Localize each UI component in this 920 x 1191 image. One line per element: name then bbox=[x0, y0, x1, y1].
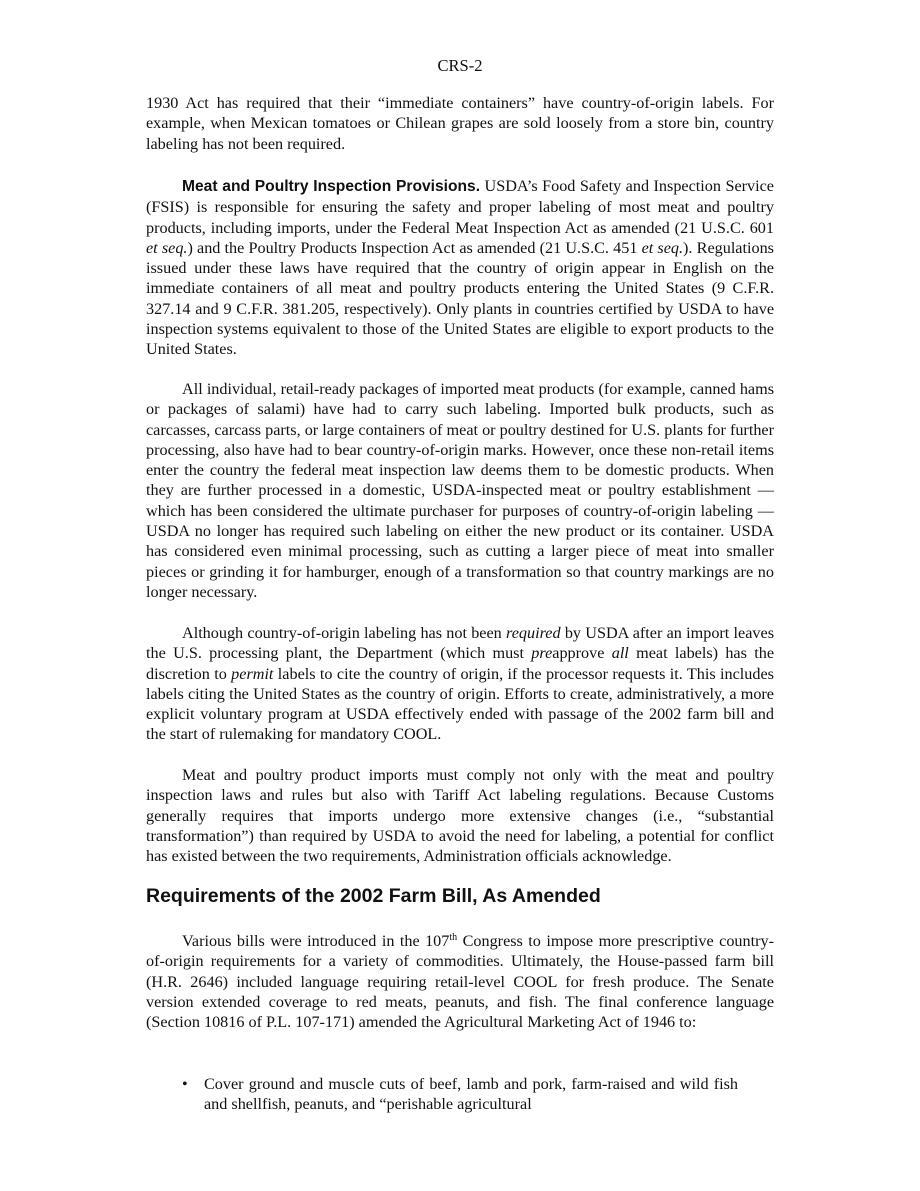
bullet-item bbox=[182, 1074, 738, 1115]
paragraph-inspection-provisions: Meat and Poultry Inspection Provisions. USDA’s Food Safety and Inspection Service (FSIS) is responsible for ensuring the safety and proper labeling of most meat and poultry products, including imports, under the Federal Meat Inspection Act as amended (21 U.S.C. 601 et seq.) and the Poultry Products Inspection Act as amended (21 U.S.C. 451 et seq.). Regulations issued under these laws have required that the country of origin appear in English on the immediate containers of all meat and poultry products entering the United States (9 C.F.R. 327.14 and 9 C.F.R. 381.205, respectively). Only plants in countries certified by USDA to have inspection systems equivalent to those of the United States are eligible to export products to the United States. bbox=[146, 177, 774, 359]
section-heading: Requirements of the 2002 Farm Bill, As Amended bbox=[146, 885, 601, 907]
page-header: CRS-2 bbox=[437, 56, 483, 75]
paragraph-various-bills: Various bills were introduced in the 107th Congress to impose more prescriptive country-of-origin requirements for a variety of commodities. Ultimately, the House-passed farm bill (H.R. 2646) included language requiring retail-level COOL for fresh produce. The Senate version extended coverage to red meats, peanuts, and fish. The final conference language (Section 10816 of P.L. 107-171) amended the Agricultural Marketing Act of 1946 to: bbox=[146, 932, 774, 1032]
paragraph-tariff-act: Meat and poultry product imports must comply not only with the meat and poultry inspection laws and rules but also with Tariff Act labeling regulations. Because Customs generally requires that imports undergo more extensive changes (i.e., “substantial transformation”) than required by USDA to avoid the need for labeling, a potential for conflict has existed between the two requirements, Administration officials acknowledge. bbox=[146, 766, 774, 866]
paragraph-voluntary-labeling: Although country-of-origin labeling has not been required by USDA after an import leaves the U.S. processing plant, the Department (which must preapprove all meat labels) has the discretion to permit labels to cite the country of origin, if the processor requests it. This includes labels citing the United States as the country of origin. Efforts to create, administratively, a more explicit voluntary program at USDA effectively ended with passage of the 2002 farm bill and the start of rulemaking for mandatory COOL. bbox=[146, 624, 775, 744]
bullet-text: Cover ground and muscle cuts of beef, lamb and pork, farm-raised and wild fish and shellfish, peanuts, and “perishable agricultural bbox=[204, 1075, 738, 1114]
paragraph-1930-act: 1930 Act has required that their “immediate containers” have country-of-origin labels. For example, when Mexican tomatoes or Chilean grapes are sold loosely from a store bin, country labeling has not been required. bbox=[146, 94, 774, 153]
runin-heading: Meat and Poultry Inspection Provisions. bbox=[182, 178, 481, 195]
bullet-icon: • bbox=[182, 1075, 188, 1093]
paragraph-retail-packages: All individual, retail-ready packages of imported meat products (for example, canned hams or packages of salami) have had to carry such labeling. Imported bulk products, such as carcasses, carcass parts, or large containers of meat or poultry destined for U.S. plants for further processing, also have had to bear country-of-origin marks. However, once these non-retail items enter the country the federal meat inspection law deems them to be domestic products. When they are further processed in a domestic, USDA-inspected meat or poultry establishment — which has been considered the ultimate purchaser for purposes of country-of-origin labeling — USDA no longer has required such labeling on either the new product or its container. USDA has considered even minimal processing, such as cutting a larger piece of meat into smaller pieces or grinding it for hamburger, enough of a transformation so that country markings are no longer necessary. bbox=[146, 380, 774, 601]
